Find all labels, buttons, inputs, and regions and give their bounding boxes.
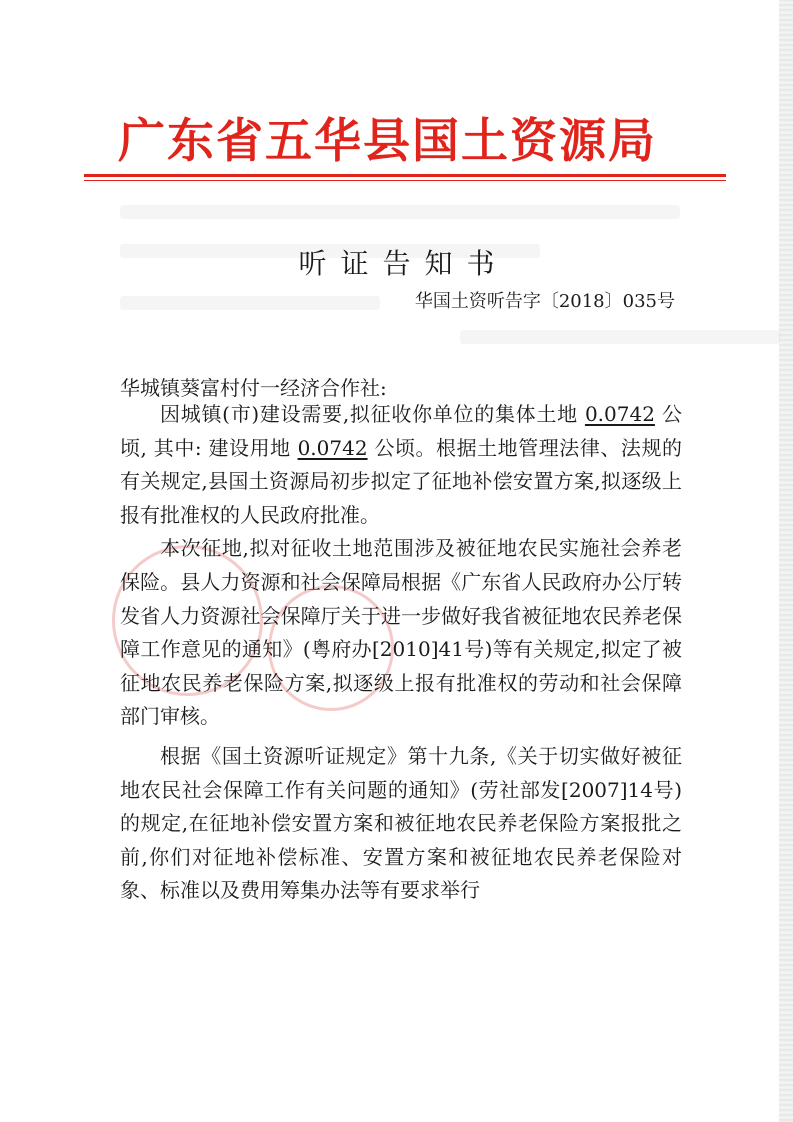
addressee: 华城镇葵富村付一经济合作社: [120, 376, 387, 400]
paragraph-1-text: 因城镇(市)建设需要,拟征收你单位的集体土地 [160, 402, 585, 426]
paragraph-2: 本次征地,拟对征收土地范围涉及被征地农民实施社会养老保险。县人力资源和社会保障局根据《广东省人民政府办公厅转发省人力资源社会保障厅关于进一步做好我省被征地农民养老保障工作意见的通知》(粤府办[2010]41号)等有关规定,拟定了被征地农民养老保险方案,拟逐级上报有批准权的劳动和社会保障部门审核。 [120, 536, 682, 729]
area-total-value: 0.0742 [584, 402, 655, 426]
paragraph-1-text: 公顷, 其中: 建设用地 [120, 402, 683, 460]
show-through-line [120, 205, 680, 219]
area-construction-value: 0.0742 [297, 435, 368, 460]
scan-edge [779, 0, 793, 1122]
document-number: 华国土资听告字〔2018〕035号 [414, 291, 675, 312]
letterhead-org-name: 广东省五华县国土资源局 [118, 114, 657, 169]
show-through-line [120, 296, 380, 310]
show-through-line [460, 330, 780, 344]
paragraph-1 [120, 398, 682, 532]
paragraph-3: 根据《国土资源听证规定》第十九条,《关于切实做好被征地农民社会保障工作有关问题的通知》(劳社部发[2007]14号)的规定,在征地补偿安置方案和被征地农民养老保险方案报批之前,你们对征地补偿标准、安置方案和被征地农民养老保险对象、标准以及费用筹集办法等有要求举行 [120, 743, 682, 903]
letterhead-red-rule-thin [84, 180, 726, 181]
paragraph-1-text: 公顷。根据土地管理法律、法规的有关规定,县国土资源局初步拟定了征地补偿安置方案,拟逐级上报有批准权的人民政府批准。 [120, 435, 682, 527]
document-title: 听证告知书 [298, 247, 509, 280]
document-body [120, 398, 682, 908]
letterhead-red-rule [84, 174, 726, 177]
